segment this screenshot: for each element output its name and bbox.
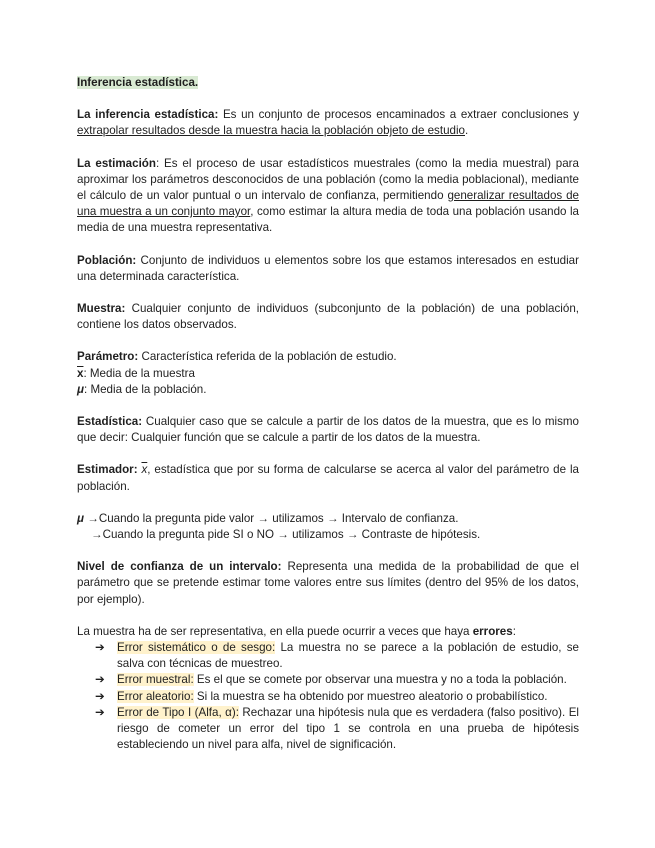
- text-intervalo: Representa una medida de la probabilidad de que el parámetro que se pretende estimar tome valores entre sus límites (dentro del 95% de los datos, por ejemplo).: [77, 560, 579, 606]
- mu-symbol: μ: [77, 382, 84, 396]
- document-title: Inferencia estadística.: [77, 76, 199, 89]
- xbar-symbol: $\overline{x}$: [77, 366, 84, 380]
- text-muestra: Cualquier conjunto de individuos (subconjunto de la población) de una población, contiene los datos observados.: [77, 302, 579, 332]
- arrow-icon: ➔: [95, 641, 105, 655]
- estimador-symbol: $\overline{x}$: [141, 463, 148, 477]
- term-intervalo: Nivel de confianza de un intervalo:: [77, 560, 282, 574]
- decision-text-1: →Cuando la pregunta pide valor → utilizamos → Intervalo de confianza.: [84, 511, 459, 525]
- paragraph-estimador: [77, 462, 579, 494]
- term-estadistica: Estadística:: [77, 415, 143, 429]
- text-parametro: Característica referida de la población de estudio.: [138, 350, 397, 364]
- underlined-estimacion: generalizar resultados de una muestra a un conjunto mayor: [77, 189, 579, 219]
- arrow-icon: ➔: [95, 705, 105, 719]
- title-paragraph: [77, 75, 579, 91]
- text-estimador: , estadística que por su forma de calcularse se acerca al valor del parámetro de la población.: [77, 463, 579, 493]
- term-parametro: Parámetro:: [77, 350, 139, 364]
- paragraph-inferencia: [77, 107, 579, 139]
- underlined-inferencia: extrapolar resultados desde la muestra hacia la población objeto de estudio: [77, 124, 465, 138]
- paragraph-estimacion: [77, 156, 579, 237]
- errores-list: [77, 640, 579, 753]
- arrow-icon: ➔: [95, 689, 105, 703]
- decision-line-1: [77, 511, 579, 527]
- term-poblacion: Población:: [77, 253, 137, 267]
- line-mu: [77, 382, 579, 398]
- paragraph-intervalo: [77, 559, 579, 608]
- end-inferencia: .: [465, 124, 469, 138]
- paragraph-errores-intro: [77, 624, 579, 640]
- mu-text: : Media de la población.: [84, 382, 207, 396]
- error-name: Error de Tipo I (Alfa, α):: [117, 705, 239, 719]
- decision-mu-symbol: μ: [77, 511, 84, 525]
- xbar-text: : Media de la muestra: [83, 366, 195, 380]
- error-text: Es el que se comete por observar una muestra y no a toda la población.: [193, 673, 567, 687]
- error-text: Rechazar una hipótesis nula que es verdadera (falso positivo). El riesgo de cometer un error del tipo 1 se controla en una prueba de hipótesis estableciendo un nivel para alfa, nivel de significación.: [117, 705, 579, 752]
- text-estadistica: Cualquier caso que se calcule a partir de los datos de la muestra, que es lo mismo que decir: Cualquier función que se calcule a partir de los datos de la muestra.: [77, 415, 579, 445]
- arrow-icon: ➔: [95, 673, 105, 687]
- term-inferencia: La inferencia estadística:: [77, 108, 219, 122]
- text-estimacion-1: : Es el proceso de usar estadísticos muestrales (como la media muestral) para aproximar los parámetros desconocidos de una población (como la media poblacional), mediante el cálculo de un valor puntual o un intervalo de confianza, permitiendo: [77, 156, 579, 203]
- paragraph-muestra: [77, 301, 579, 333]
- list-item: [95, 689, 579, 705]
- term-estimacion: La estimación: [77, 156, 156, 170]
- line-xbar: [77, 366, 579, 382]
- term-estimador: Estimador:: [77, 463, 138, 477]
- text-poblacion: Conjunto de individuos u elementos sobre los que estamos interesados en estudiar una determinada característica.: [77, 253, 579, 283]
- errores-intro-end: :: [512, 624, 516, 638]
- term-muestra: Muestra:: [77, 302, 126, 316]
- error-name: Error muestral:: [117, 673, 194, 687]
- paragraph-parametro: [77, 349, 579, 365]
- errores-intro-bold: errores: [472, 624, 513, 638]
- error-text: La muestra no se parece a la población de estudio, se salva con técnicas de muestreo.: [117, 641, 580, 671]
- error-name: Error aleatorio:: [117, 689, 194, 703]
- paragraph-estadistica: [77, 414, 579, 446]
- paragraph-poblacion: [77, 253, 579, 285]
- text-inferencia: Es un conjunto de procesos encaminados a extraer conclusiones y: [218, 108, 579, 122]
- list-item: [95, 640, 579, 672]
- error-text: Si la muestra se ha obtenido por muestreo aleatorio o probabilístico.: [193, 689, 548, 703]
- decision-text-2: →Cuando la pregunta pide SI o NO → utilizamos → Contraste de hipótesis.: [91, 528, 481, 542]
- errores-intro: La muestra ha de ser representativa, en ella puede ocurrir a veces que haya: [77, 624, 473, 638]
- error-name: Error sistemático o de sesgo:: [117, 641, 276, 655]
- list-item: [95, 705, 579, 754]
- document-content: [77, 75, 579, 754]
- text-estimacion-2: , como estimar la altura media de toda una población usando la media de una muestra representativa.: [77, 205, 579, 235]
- list-item: [95, 672, 579, 688]
- decision-line-2: [77, 527, 579, 543]
